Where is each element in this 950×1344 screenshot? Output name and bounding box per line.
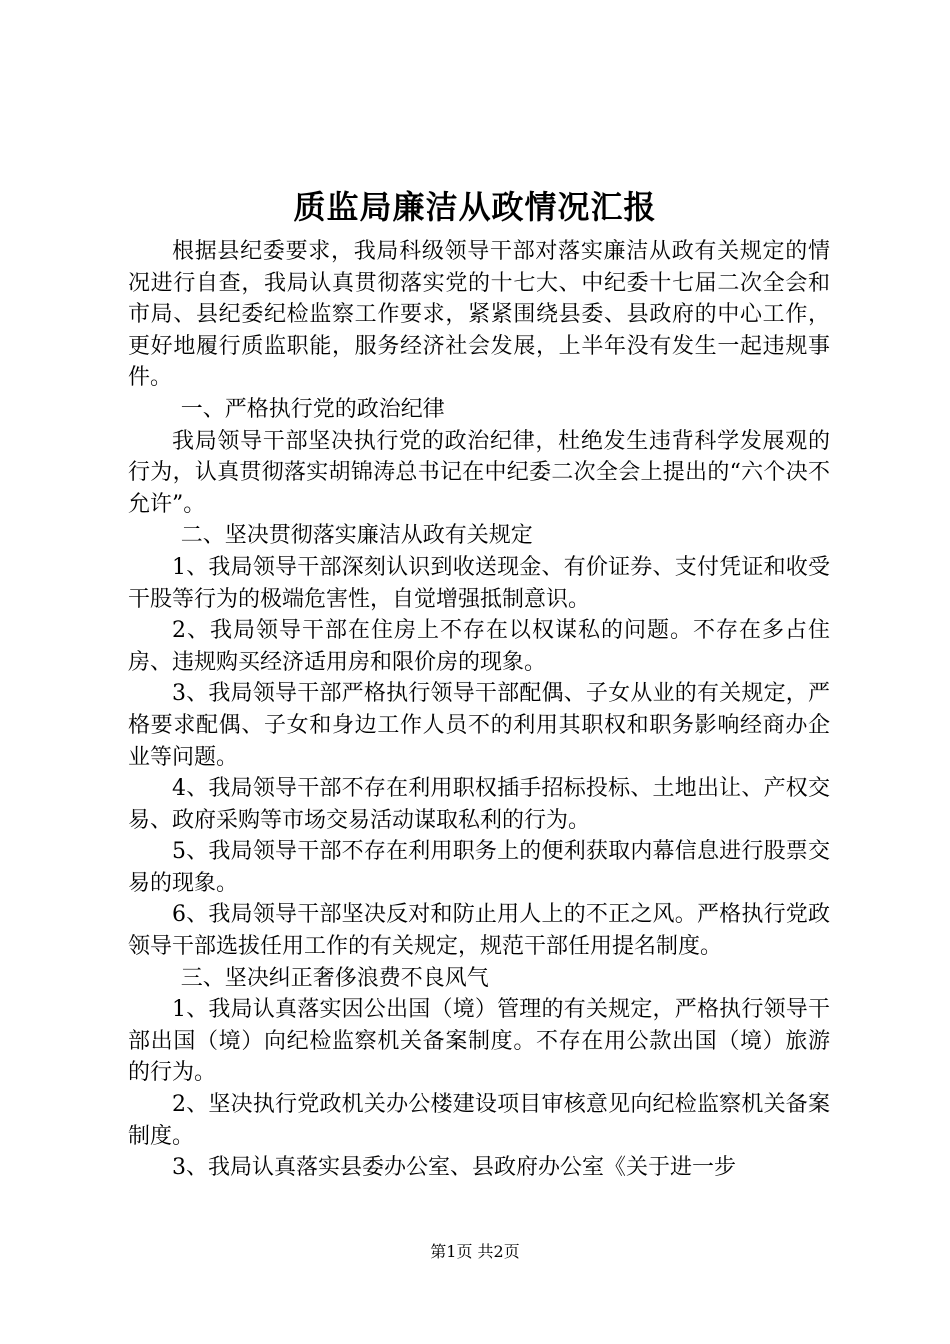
section-2-item-6: 6、我局领导干部坚决反对和防止用人上的不正之风。严格执行党政领导干部选拔任用工作的有关规定，规范干部任用提名制度。: [128, 902, 830, 960]
section-3-item-2: 2、坚决执行党政机关办公楼建设项目审核意见向纪检监察机关备案制度。: [128, 1092, 830, 1149]
page-number-footer: 第1页 共2页: [430, 1242, 520, 1261]
section-2-item-4: 4、我局领导干部不存在利用职权插手招标投标、土地出让、产权交易、政府采购等市场交易活动谋取私利的行为。: [128, 776, 830, 833]
document-body: [128, 236, 830, 1184]
section-heading-2: 二、坚决贯彻落实廉洁从政有关规定: [180, 523, 533, 549]
section-heading-1: 一、严格执行党的政治纪律: [180, 396, 445, 422]
intro-paragraph: 根据县纪委要求，我局科级领导干部对落实廉洁从政有关规定的情况进行自查，我局认真贯彻落实党的十七大、中纪委十七届二次全会和市局、县纪委纪检监察工作要求，紧紧围绕县委、县政府的中心工作，更好地履行质监职能，服务经济社会发展，上半年没有发生一起违规事件。: [128, 239, 830, 391]
section-2-item-1: 1、我局领导干部深刻认识到收送现金、有价证券、支付凭证和收受干股等行为的极端危害性，自觉增强抵制意识。: [128, 554, 830, 612]
section-2-item-5: 5、我局领导干部不存在利用职务上的便利获取内幕信息进行股票交易的现象。: [128, 839, 830, 896]
section-3-item-1: 1、我局认真落实因公出国（境）管理的有关规定，严格执行领导干部出国（境）向纪检监察机关备案制度。不存在用公款出国（境）旅游的行为。: [128, 997, 830, 1086]
section-heading-3: 三、坚决纠正奢侈浪费不良风气: [180, 965, 489, 991]
section-2-item-2: 2、我局领导干部在住房上不存在以权谋私的问题。不存在多占住房、违规购买经济适用房和限价房的现象。: [128, 618, 830, 675]
section-3-item-3: 3、我局认真落实县委办公室、县政府办公室《关于进一步: [172, 1155, 736, 1181]
document-title: 质监局廉洁从政情况汇报: [293, 188, 657, 226]
section-2-item-3: 3、我局领导干部严格执行领导干部配偶、子女从业的有关规定，严格要求配偶、子女和身边工作人员不的利用其职权和职务影响经商办企业等问题。: [128, 681, 830, 770]
section-1-paragraph: 我局领导干部坚决执行党的政治纪律，杜绝发生违背科学发展观的行为，认真贯彻落实胡锦涛总书记在中纪委二次全会上提出的“六个决不允许”。: [128, 428, 830, 517]
